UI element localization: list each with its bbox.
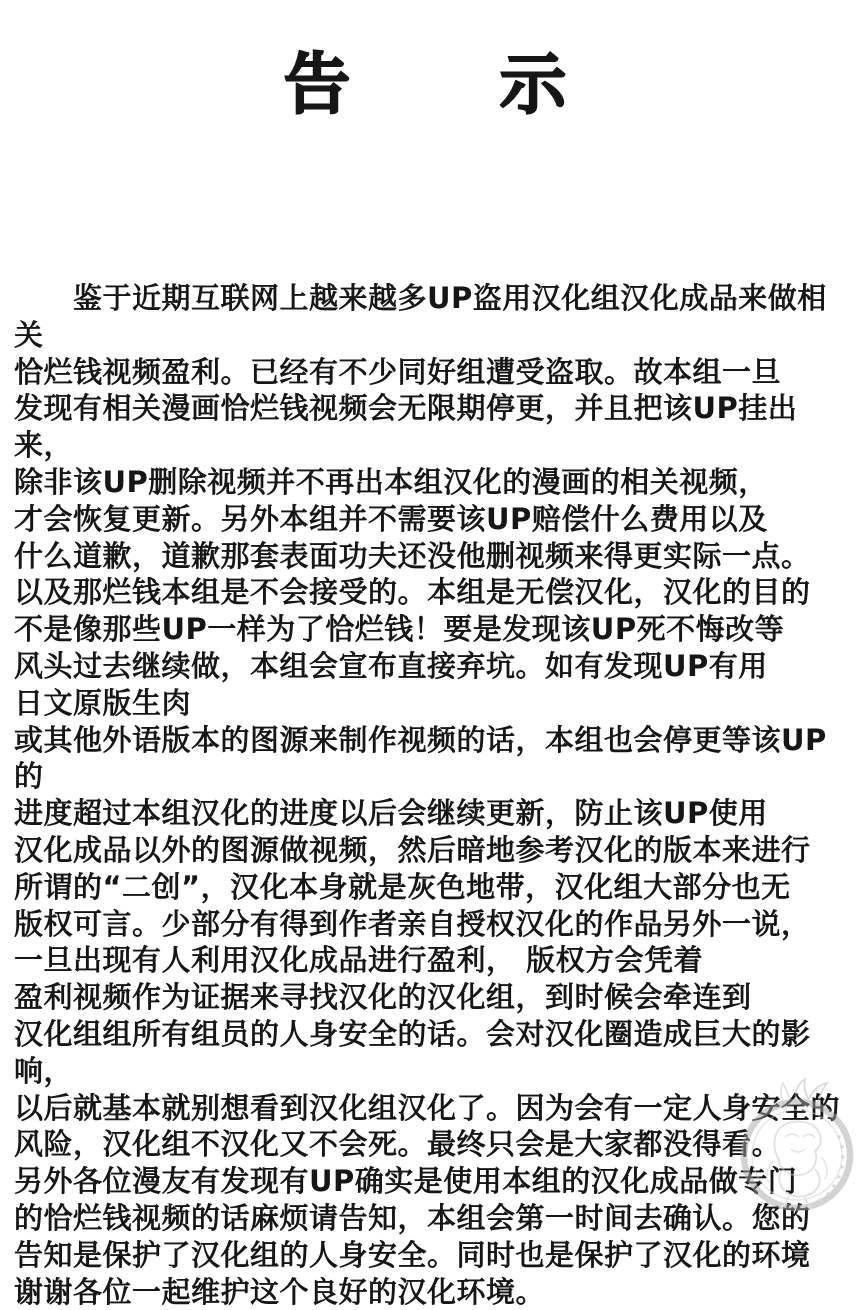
notice-line: 一旦出现有人利用汉化成品进行盈利， 版权方会凭着 — [14, 943, 704, 978]
notice-line: 进度超过本组汉化的进度以后会继续更新，防止该UP使用 — [14, 796, 768, 831]
page-title-char-2: 示 — [500, 46, 566, 123]
notice-line: 汉化成品以外的图源做视频，然后暗地参考汉化的版本来进行 — [14, 832, 811, 867]
notice-line: 才会恢复更新。另外本组并不需要该UP赔偿什么费用以及 — [14, 501, 768, 536]
notice-line: 恰烂钱视频盈利。已经有不少同好组遭受盗取。故本组一旦 — [14, 354, 782, 389]
page-title-char-1: 告 — [284, 46, 350, 123]
notice-line: 风险，汉化组不汉化又不会死。最终只会是大家都没得看。 — [14, 1127, 782, 1162]
notice-line: 所谓的“二创”，汉化本身就是灰色地带，汉化组大部分也无 — [14, 869, 791, 904]
notice-line: 以及那烂钱本组是不会接受的。本组是无偿汉化，汉化的目的 — [14, 575, 811, 610]
notice-line: 发现有相关漫画恰烂钱视频会无限期停更，并且把该UP挂出来， — [14, 391, 798, 463]
notice-line: 以后就基本就别想看到汉化组汉化了。因为会有一定人身安全的 — [14, 1090, 841, 1125]
notice-line: 另外各位漫友有发现有UP确实是使用本组的汉化成品做专门 — [14, 1164, 798, 1199]
notice-line: 盈利视频作为证据来寻找汉化的汉化组，到时候会牵连到 — [14, 980, 752, 1015]
notice-line: 告知是保护了汉化组的人身安全。同时也是保护了汉化的环境 — [14, 1237, 811, 1272]
notice-line: 除非该UP删除视频并不再出本组汉化的漫画的相关视频， — [14, 464, 768, 499]
notice-line: 谢谢各位一起维护这个良好的汉化环境。 — [14, 1274, 546, 1309]
notice-line: 什么道歉，道歉那套表面功夫还没他删视频来得更实际一点。 — [14, 538, 811, 573]
notice-body — [14, 280, 850, 1310]
notice-line: 日文原版生肉 — [14, 685, 192, 720]
notice-line: 版权可言。少部分有得到作者亲自授权汉化的作品另外一说， — [14, 906, 811, 941]
notice-line: 鉴于近期互联网上越来越多UP盗用汉化组汉化成品来做相关 — [14, 281, 827, 352]
notice-line: 汉化组组所有组员的人身安全的话。会对汉化圈造成巨大的影响， — [14, 1016, 811, 1088]
notice-line: 风头过去继续做，本组会宣布直接弃坑。如有发现UP有用 — [14, 648, 768, 683]
page-title — [0, 0, 850, 122]
notice-line: 的恰烂钱视频的话麻烦请告知，本组会第一时间去确认。您的 — [14, 1200, 811, 1235]
notice-line: 或其他外语版本的图源来制作视频的话，本组也会停更等该UP的 — [14, 722, 827, 794]
notice-line: 不是像那些UP一样为了恰烂钱！要是发现该UP死不悔改等 — [14, 612, 785, 647]
